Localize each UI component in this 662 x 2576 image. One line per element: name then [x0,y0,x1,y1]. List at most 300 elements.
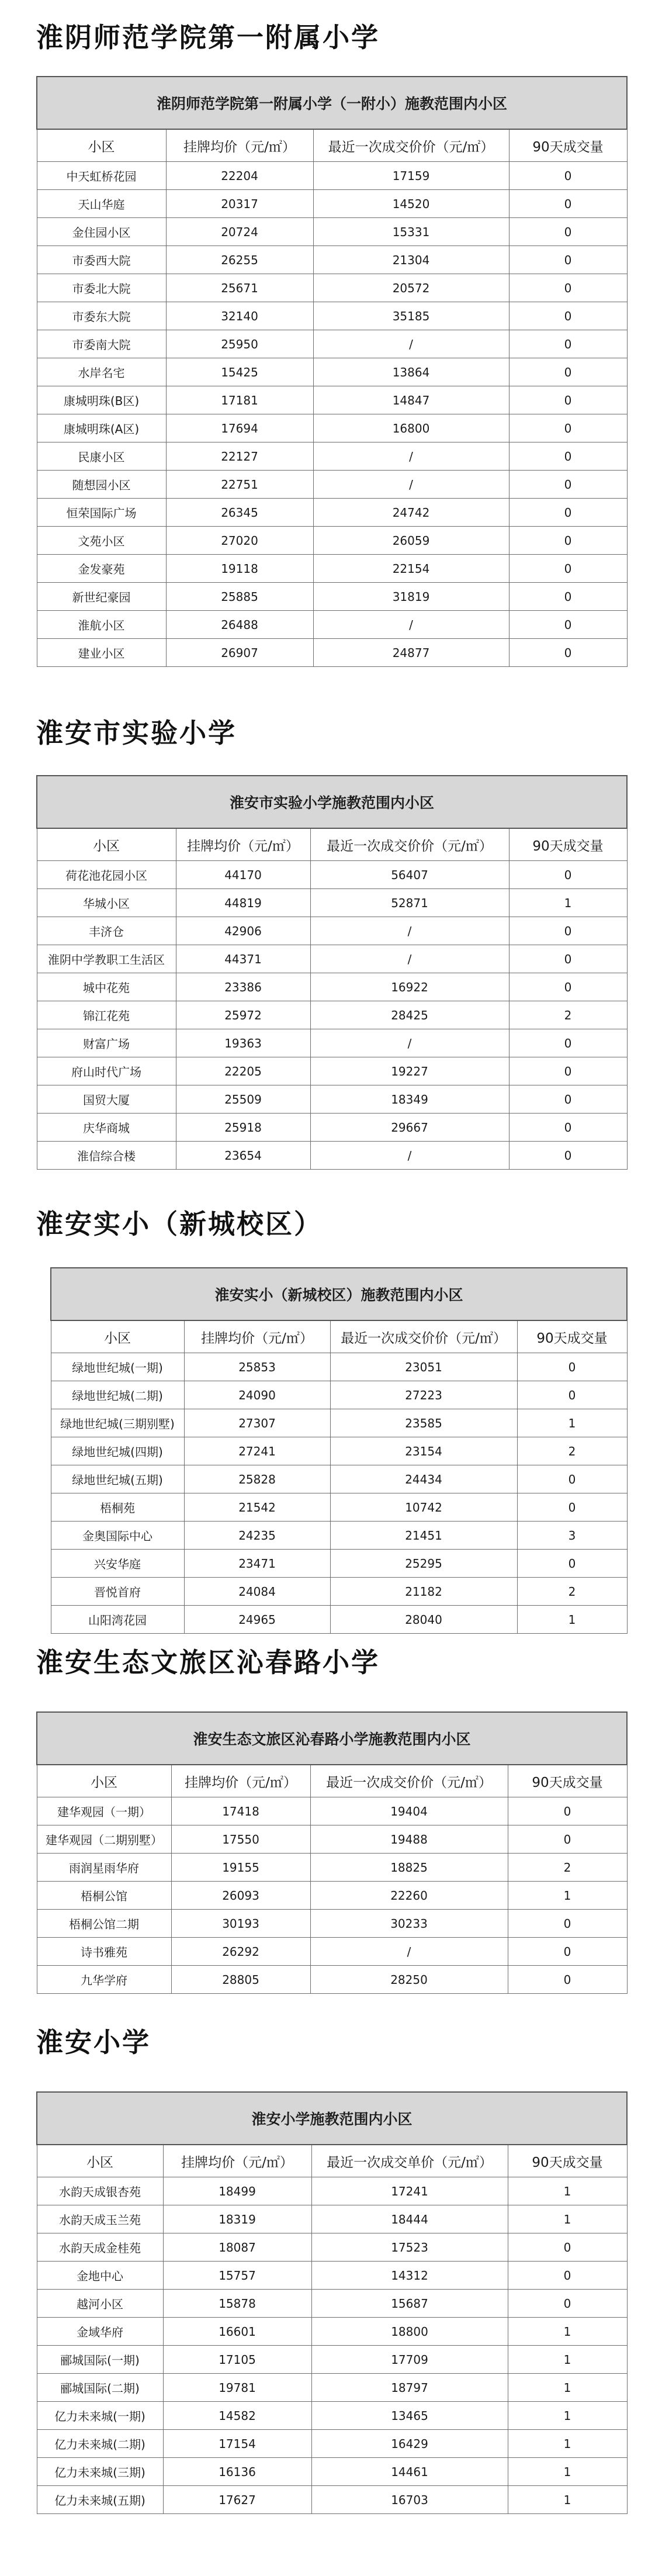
cell-last-deal-price: / [310,945,509,973]
cell-90day-volume: 2 [517,1437,627,1465]
cell-community: 金奥国际中心 [51,1522,184,1550]
table-row [37,945,627,973]
header-community: 小区 [37,1765,171,1797]
cell-community: 新世纪豪园 [37,583,166,611]
table-row [51,1381,627,1409]
cell-community: 市委北大院 [37,274,166,302]
table-caption: 淮安实小（新城校区）施教范围内小区 [51,1268,627,1320]
cell-community: 市委东大院 [37,302,166,330]
cell-listing-price: 44819 [176,889,310,917]
cell-listing-price: 28805 [171,1966,310,1994]
cell-90day-volume: 0 [509,302,627,330]
cell-last-deal-price: / [313,611,509,639]
header-90day-volume: 90天成交量 [509,828,627,861]
section-heading: 淮安实小（新城校区） [36,1208,323,1240]
cell-90day-volume: 1 [509,889,627,917]
cell-90day-volume: 0 [509,555,627,583]
table-row [51,1465,627,1493]
cell-last-deal-price: 16800 [313,414,509,442]
table-row [37,2430,627,2458]
cell-last-deal-price: 22260 [310,1882,508,1910]
cell-community: 市委西大院 [37,246,166,274]
header-90day-volume: 90天成交量 [508,1765,627,1797]
cell-listing-price: 25918 [176,1114,310,1142]
cell-community: 水韵天成银杏苑 [37,2177,163,2205]
table-row [37,1057,627,1085]
cell-community: 城中花苑 [37,973,176,1001]
table-row [37,1114,627,1142]
cell-listing-price: 19781 [163,2374,311,2402]
cell-community: 郦城国际(二期) [37,2374,163,2402]
cell-listing-price: 25885 [166,583,313,611]
cell-community: 中天虹桥花园 [37,162,166,190]
header-last-deal-price: 最近一次成交单价（元/㎡） [311,2145,508,2177]
cell-listing-price: 16136 [163,2458,311,2486]
cell-community: 丰济仓 [37,917,176,945]
cell-community: 绿地世纪城(五期) [51,1465,184,1493]
cell-90day-volume: 1 [508,2486,627,2514]
cell-90day-volume: 1 [508,2205,627,2233]
cell-90day-volume: 1 [508,2177,627,2205]
cell-last-deal-price: / [313,330,509,358]
table-row [37,190,627,218]
cell-90day-volume: 0 [509,246,627,274]
cell-90day-volume: 1 [517,1606,627,1634]
cell-listing-price: 17694 [166,414,313,442]
cell-90day-volume: 1 [508,2318,627,2346]
cell-90day-volume: 0 [509,386,627,414]
header-listing-price: 挂牌均价（元/㎡） [166,129,313,162]
table-row [37,1085,627,1114]
cell-listing-price: 44371 [176,945,310,973]
cell-listing-price: 19363 [176,1029,310,1057]
cell-90day-volume: 1 [508,2402,627,2430]
cell-last-deal-price: 16703 [311,2486,508,2514]
cell-listing-price: 15878 [163,2290,311,2318]
cell-listing-price: 14582 [163,2402,311,2430]
cell-90day-volume: 0 [509,917,627,945]
community-table [50,1267,628,1634]
table-row [37,2205,627,2233]
cell-community: 华城小区 [37,889,176,917]
cell-90day-volume: 0 [509,274,627,302]
cell-90day-volume: 0 [509,527,627,555]
cell-last-deal-price: 19488 [310,1825,508,1854]
cell-last-deal-price: 18825 [310,1854,508,1882]
section-heading: 淮安生态文旅区沁春路小学 [36,1647,380,1678]
section-heading: 淮阴师范学院第一附属小学 [36,22,380,53]
cell-90day-volume: 0 [509,1029,627,1057]
cell-90day-volume: 0 [508,1825,627,1854]
cell-community: 越河小区 [37,2290,163,2318]
cell-listing-price: 24965 [184,1606,330,1634]
cell-90day-volume: 0 [509,162,627,190]
cell-community: 淮信综合楼 [37,1142,176,1170]
cell-90day-volume: 0 [517,1381,627,1409]
cell-90day-volume: 0 [509,1114,627,1142]
cell-community: 民康小区 [37,442,166,471]
cell-listing-price: 21542 [184,1493,330,1522]
table-row [37,2290,627,2318]
cell-listing-price: 30193 [171,1910,310,1938]
cell-listing-price: 26345 [166,499,313,527]
cell-community: 梧桐公馆二期 [37,1910,171,1938]
cell-90day-volume: 0 [509,442,627,471]
table-row [37,1797,627,1825]
cell-last-deal-price: 21182 [330,1578,517,1606]
cell-community: 绿地世纪城(一期) [51,1353,184,1381]
cell-listing-price: 17181 [166,386,313,414]
cell-listing-price: 18319 [163,2205,311,2233]
cell-listing-price: 24090 [184,1381,330,1409]
table-row [37,386,627,414]
cell-listing-price: 16601 [163,2318,311,2346]
table-row [37,414,627,442]
cell-listing-price: 15425 [166,358,313,386]
cell-90day-volume: 0 [508,1966,627,1994]
table-header-row [37,2145,627,2177]
cell-last-deal-price: 29667 [310,1114,509,1142]
cell-listing-price: 17154 [163,2430,311,2458]
table-row [37,2374,627,2402]
cell-last-deal-price: 17159 [313,162,509,190]
cell-last-deal-price: 28250 [310,1966,508,1994]
cell-last-deal-price: 28040 [330,1606,517,1634]
cell-90day-volume: 0 [509,190,627,218]
cell-listing-price: 22127 [166,442,313,471]
cell-last-deal-price: 21304 [313,246,509,274]
table-row [37,330,627,358]
header-community: 小区 [37,828,176,861]
table-row [37,611,627,639]
cell-last-deal-price: 16429 [311,2430,508,2458]
table-row [37,499,627,527]
community-table [36,2091,628,2514]
table-row [51,1578,627,1606]
table-header-row [37,129,627,162]
cell-last-deal-price: / [310,1142,509,1170]
cell-listing-price: 26292 [171,1938,310,1966]
cell-last-deal-price: 23051 [330,1353,517,1381]
table-row [37,218,627,246]
cell-listing-price: 18499 [163,2177,311,2205]
cell-community: 天山华庭 [37,190,166,218]
header-listing-price: 挂牌均价（元/㎡） [171,1765,310,1797]
cell-community: 绿地世纪城(四期) [51,1437,184,1465]
cell-last-deal-price: 19404 [310,1797,508,1825]
cell-listing-price: 17627 [163,2486,311,2514]
cell-listing-price: 32140 [166,302,313,330]
table-caption: 淮安市实验小学施教范围内小区 [37,776,627,828]
cell-listing-price: 20724 [166,218,313,246]
cell-last-deal-price: 14461 [311,2458,508,2486]
cell-listing-price: 15757 [163,2262,311,2290]
cell-community: 建业小区 [37,639,166,667]
cell-last-deal-price: 18797 [311,2374,508,2402]
cell-community: 亿力未来城(二期) [37,2430,163,2458]
cell-listing-price: 23386 [176,973,310,1001]
cell-community: 国贸大厦 [37,1085,176,1114]
table-caption: 淮安小学施教范围内小区 [37,2092,627,2145]
table-row [37,2402,627,2430]
cell-listing-price: 18087 [163,2233,311,2262]
cell-last-deal-price: / [313,442,509,471]
cell-last-deal-price: 15331 [313,218,509,246]
table-row [37,358,627,386]
cell-90day-volume: 0 [509,583,627,611]
cell-community: 建华观园（一期） [37,1797,171,1825]
cell-listing-price: 24235 [184,1522,330,1550]
table-caption: 淮安生态文旅区沁春路小学施教范围内小区 [37,1712,627,1765]
header-last-deal-price: 最近一次成交价价（元/㎡） [313,129,509,162]
cell-90day-volume: 1 [508,1882,627,1910]
cell-listing-price: 25828 [184,1465,330,1493]
section-heading: 淮安市实验小学 [36,717,237,749]
cell-90day-volume: 0 [509,358,627,386]
table-row [37,527,627,555]
cell-community: 淮阴中学教职工生活区 [37,945,176,973]
cell-90day-volume: 3 [517,1522,627,1550]
cell-community: 山阳湾花园 [51,1606,184,1634]
cell-listing-price: 27020 [166,527,313,555]
cell-community: 水韵天成玉兰苑 [37,2205,163,2233]
cell-last-deal-price: / [310,917,509,945]
cell-community: 庆华商城 [37,1114,176,1142]
header-90day-volume: 90天成交量 [517,1320,627,1353]
cell-last-deal-price: 22154 [313,555,509,583]
cell-listing-price: 24084 [184,1578,330,1606]
cell-90day-volume: 0 [517,1550,627,1578]
cell-listing-price: 25509 [176,1085,310,1114]
cell-90day-volume: 2 [517,1578,627,1606]
cell-community: 恒荣国际广场 [37,499,166,527]
cell-community: 康城明珠(B区) [37,386,166,414]
cell-community: 建华观园（二期别墅） [37,1825,171,1854]
table-header-row [37,1765,627,1797]
table-row [37,2262,627,2290]
cell-last-deal-price: 15687 [311,2290,508,2318]
cell-90day-volume: 1 [508,2458,627,2486]
cell-last-deal-price: 27223 [330,1381,517,1409]
cell-community: 晋悦首府 [51,1578,184,1606]
cell-last-deal-price: / [310,1029,509,1057]
cell-90day-volume: 0 [508,1910,627,1938]
cell-last-deal-price: 31819 [313,583,509,611]
cell-last-deal-price: / [310,1938,508,1966]
cell-community: 金域华府 [37,2318,163,2346]
cell-listing-price: 27307 [184,1409,330,1437]
cell-community: 水韵天成金桂苑 [37,2233,163,2262]
table-row [51,1550,627,1578]
header-90day-volume: 90天成交量 [508,2145,627,2177]
cell-90day-volume: 2 [509,1001,627,1029]
cell-last-deal-price: 18444 [311,2205,508,2233]
cell-community: 绿地世纪城(三期别墅) [51,1409,184,1437]
cell-community: 兴安华庭 [51,1550,184,1578]
header-community: 小区 [37,2145,163,2177]
table-row [51,1437,627,1465]
cell-listing-price: 26093 [171,1882,310,1910]
cell-90day-volume: 0 [509,861,627,889]
table-row [37,2346,627,2374]
cell-last-deal-price: 14520 [313,190,509,218]
cell-listing-price: 22204 [166,162,313,190]
table-row [37,583,627,611]
table-row [37,442,627,471]
cell-last-deal-price: 52871 [310,889,509,917]
cell-last-deal-price: 24877 [313,639,509,667]
table-row [37,2458,627,2486]
table-row [51,1353,627,1381]
header-listing-price: 挂牌均价（元/㎡） [163,2145,311,2177]
cell-community: 市委南大院 [37,330,166,358]
cell-listing-price: 25950 [166,330,313,358]
table-row [37,1854,627,1882]
header-90day-volume: 90天成交量 [509,129,627,162]
cell-last-deal-price: 18800 [311,2318,508,2346]
cell-90day-volume: 1 [508,2346,627,2374]
cell-community: 荷花池花园小区 [37,861,176,889]
cell-last-deal-price: 24742 [313,499,509,527]
cell-90day-volume: 0 [509,1142,627,1170]
cell-90day-volume: 1 [508,2374,627,2402]
cell-last-deal-price: 13864 [313,358,509,386]
table-row [37,1825,627,1854]
table-row [37,1029,627,1057]
cell-last-deal-price: 13465 [311,2402,508,2430]
header-last-deal-price: 最近一次成交价价（元/㎡） [330,1320,517,1353]
cell-90day-volume: 0 [509,945,627,973]
cell-community: 金住园小区 [37,218,166,246]
table-row [37,917,627,945]
cell-90day-volume: 0 [509,611,627,639]
cell-90day-volume: 0 [509,330,627,358]
cell-90day-volume: 0 [509,414,627,442]
cell-community: 亿力未来城(五期) [37,2486,163,2514]
cell-last-deal-price: 28425 [310,1001,509,1029]
cell-listing-price: 26907 [166,639,313,667]
cell-listing-price: 25671 [166,274,313,302]
cell-listing-price: 20317 [166,190,313,218]
table-row [37,1882,627,1910]
cell-listing-price: 26255 [166,246,313,274]
cell-last-deal-price: 18349 [310,1085,509,1114]
table-row [37,1910,627,1938]
cell-90day-volume: 0 [508,2290,627,2318]
table-row [37,2233,627,2262]
cell-community: 雨润星雨华府 [37,1854,171,1882]
table-row [37,246,627,274]
cell-90day-volume: 0 [509,973,627,1001]
cell-90day-volume: 0 [509,499,627,527]
cell-listing-price: 23654 [176,1142,310,1170]
table-row [37,2486,627,2514]
community-table [36,76,628,667]
table-row [51,1606,627,1634]
table-header-row [37,828,627,861]
cell-listing-price: 17418 [171,1797,310,1825]
table-row [51,1493,627,1522]
table-row [37,1001,627,1029]
cell-listing-price: 26488 [166,611,313,639]
table-row [37,889,627,917]
cell-90day-volume: 0 [517,1465,627,1493]
cell-community: 随想园小区 [37,471,166,499]
cell-listing-price: 17550 [171,1825,310,1854]
cell-90day-volume: 0 [509,471,627,499]
cell-community: 金发豪苑 [37,555,166,583]
cell-listing-price: 19155 [171,1854,310,1882]
cell-last-deal-price: 19227 [310,1057,509,1085]
cell-last-deal-price: 25295 [330,1550,517,1578]
table-row [37,274,627,302]
cell-last-deal-price: 24434 [330,1465,517,1493]
cell-community: 亿力未来城(一期) [37,2402,163,2430]
cell-last-deal-price: 26059 [313,527,509,555]
cell-listing-price: 25972 [176,1001,310,1029]
cell-listing-price: 44170 [176,861,310,889]
cell-last-deal-price: 23154 [330,1437,517,1465]
table-row [37,1142,627,1170]
cell-90day-volume: 1 [508,2430,627,2458]
cell-community: 康城明珠(A区) [37,414,166,442]
table-row [37,1966,627,1994]
cell-last-deal-price: / [313,471,509,499]
cell-last-deal-price: 14312 [311,2262,508,2290]
cell-90day-volume: 1 [517,1409,627,1437]
table-row [37,973,627,1001]
cell-90day-volume: 0 [517,1353,627,1381]
table-caption: 淮阴师范学院第一附属小学（一附小）施教范围内小区 [37,77,627,129]
cell-community: 绿地世纪城(二期) [51,1381,184,1409]
header-last-deal-price: 最近一次成交价价（元/㎡） [310,828,509,861]
cell-last-deal-price: 23585 [330,1409,517,1437]
cell-90day-volume: 0 [509,1085,627,1114]
table-row [37,555,627,583]
cell-last-deal-price: 35185 [313,302,509,330]
header-last-deal-price: 最近一次成交价价（元/㎡） [310,1765,508,1797]
cell-community: 财富广场 [37,1029,176,1057]
cell-90day-volume: 0 [509,218,627,246]
header-listing-price: 挂牌均价（元/㎡） [184,1320,330,1353]
cell-community: 金地中心 [37,2262,163,2290]
table-header-row [51,1320,627,1353]
table-row [51,1409,627,1437]
cell-listing-price: 25853 [184,1353,330,1381]
cell-community: 梧桐公馆 [37,1882,171,1910]
table-row [37,639,627,667]
cell-community: 梧桐苑 [51,1493,184,1522]
cell-90day-volume: 0 [508,1797,627,1825]
cell-last-deal-price: 17241 [311,2177,508,2205]
header-community: 小区 [37,129,166,162]
cell-last-deal-price: 16922 [310,973,509,1001]
table-row [37,1938,627,1966]
cell-community: 九华学府 [37,1966,171,1994]
table-row [37,162,627,190]
cell-last-deal-price: 14847 [313,386,509,414]
cell-listing-price: 17105 [163,2346,311,2374]
cell-listing-price: 22751 [166,471,313,499]
cell-community: 诗书雅苑 [37,1938,171,1966]
cell-last-deal-price: 17709 [311,2346,508,2374]
cell-listing-price: 42906 [176,917,310,945]
cell-90day-volume: 0 [509,1057,627,1085]
header-listing-price: 挂牌均价（元/㎡） [176,828,310,861]
cell-last-deal-price: 17523 [311,2233,508,2262]
cell-last-deal-price: 56407 [310,861,509,889]
cell-90day-volume: 0 [517,1493,627,1522]
